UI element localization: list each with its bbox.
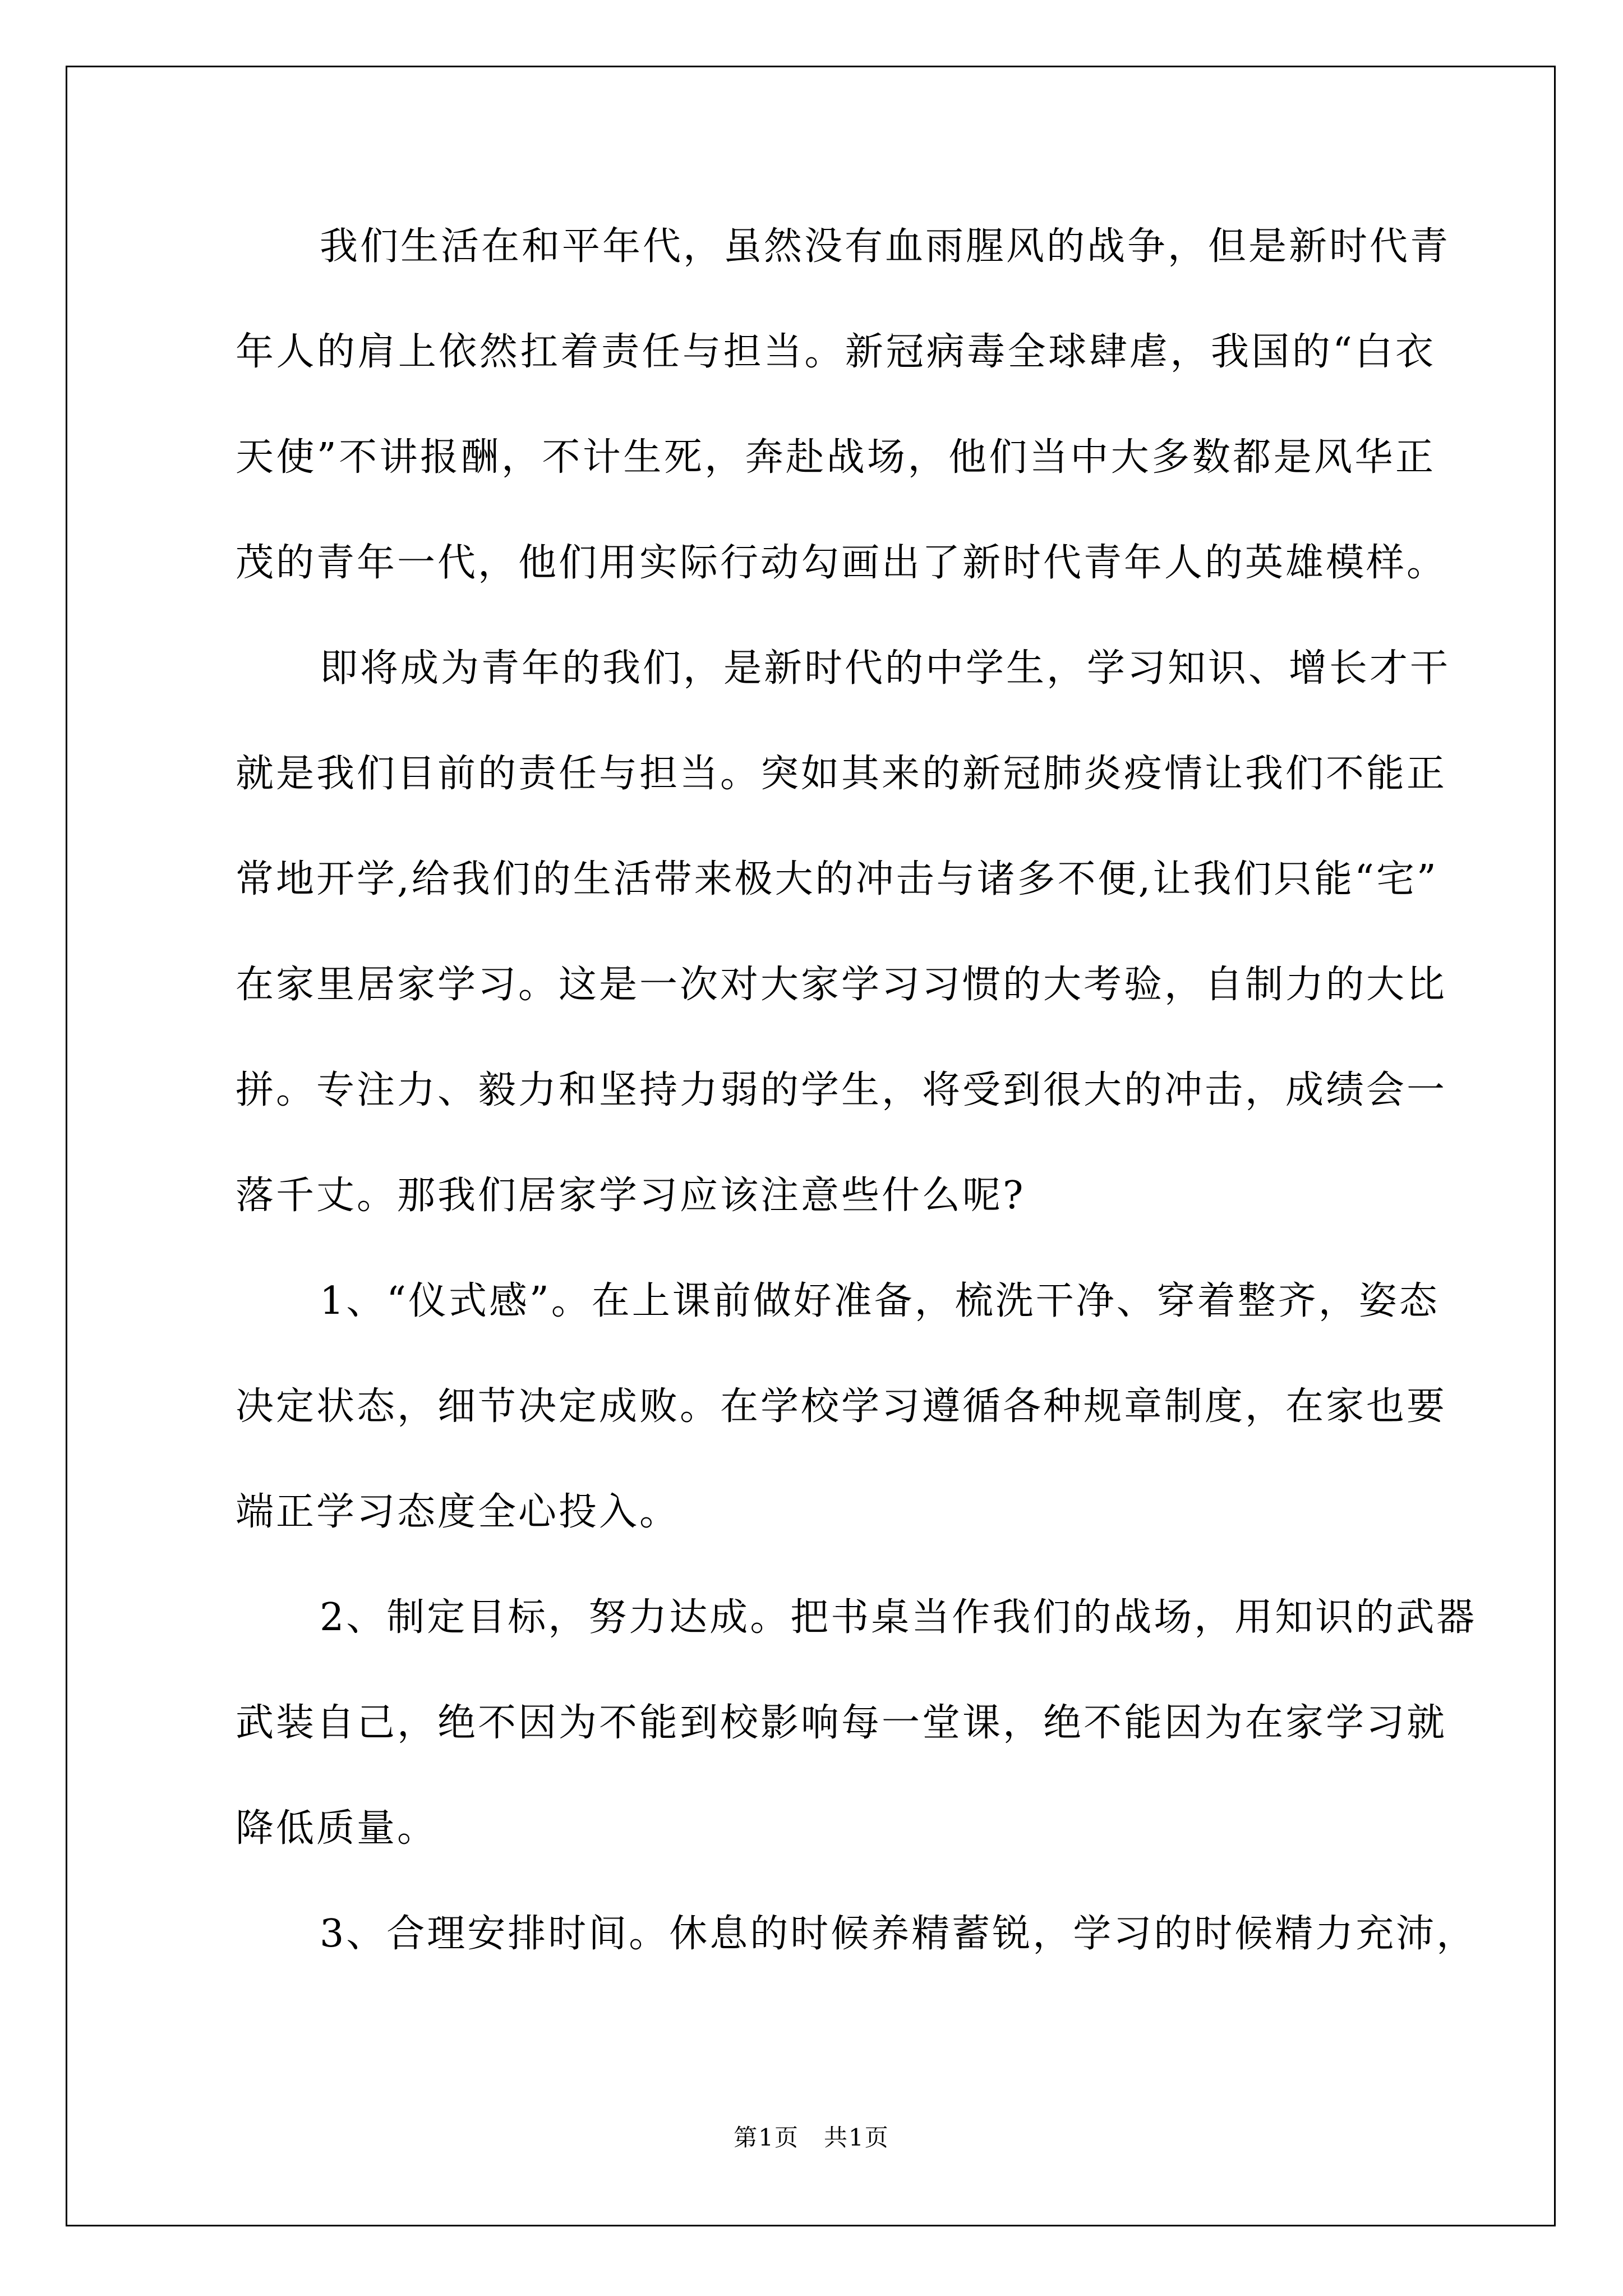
- paragraph-1-line-2: 年人的肩上依然扛着责任与担当。新冠病毒全球肆虐，我国的“白衣: [236, 330, 1436, 374]
- paragraph-4-line-2: 武装自己，绝不因为不能到校影响每一堂课，绝不能因为在家学习就: [236, 1701, 1447, 1745]
- paragraph-2-line-3: 常地开学,给我们的生活带来极大的冲击与诸多不便,让我们只能“宅”: [236, 857, 1438, 901]
- paragraph-1-line-1: 我们生活在和平年代，虽然没有血雨腥风的战争，但是新时代青: [320, 224, 1451, 269]
- paragraph-1-line-4: 茂的青年一代，他们用实际行动勾画出了新时代青年人的英雄模样。: [236, 541, 1447, 585]
- paragraph-2-line-4: 在家里居家学习。这是一次对大家学习习惯的大考验，自制力的大比: [236, 963, 1447, 1007]
- paragraph-3-line-2: 决定状态，细节决定成败。在学校学习遵循各种规章制度，在家也要: [236, 1384, 1447, 1429]
- paragraph-2-line-6: 落千丈。那我们居家学习应该注意些什么呢?: [236, 1174, 1026, 1218]
- paragraph-3-line-1: 1、“仪式感”。在上课前做好准备，梳洗干净、穿着整齐，姿态: [320, 1279, 1440, 1323]
- paragraph-1-line-3: 天使”不讲报酬，不计生死，奔赴战场，他们当中大多数都是风华正: [236, 435, 1436, 480]
- document-body: [236, 213, 1477, 2006]
- paragraph-2-line-5: 拼。专注力、毅力和坚持力弱的学生，将受到很大的冲击，成绩会一: [236, 1068, 1447, 1112]
- paragraph-4-line-1: 2、制定目标，努力达成。把书桌当作我们的战场，用知识的武器: [320, 1595, 1477, 1640]
- paragraph-3-line-3: 端正学习态度全心投入。: [236, 1490, 680, 1534]
- paragraph-2-line-2: 就是我们目前的责任与担当。突如其来的新冠肺炎疫情让我们不能正: [236, 752, 1447, 796]
- page-number-footer: 第1页 共1页: [734, 2124, 889, 2151]
- paragraph-5-line-1: 3、合理安排时间。休息的时候养精蓄锐，学习的时候精力充沛，: [320, 1912, 1477, 1956]
- paragraph-4-line-3: 降低质量。: [236, 1806, 438, 1851]
- paragraph-2-line-1: 即将成为青年的我们，是新时代的中学生，学习知识、增长才干: [320, 646, 1451, 691]
